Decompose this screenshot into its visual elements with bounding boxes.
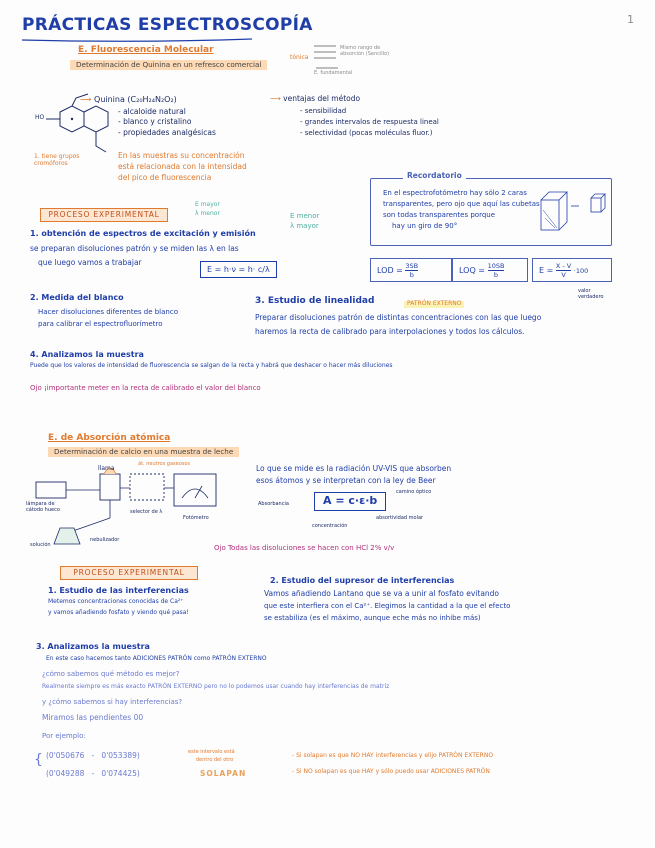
recordatorio-line-2: transparentes, pero ojo que aquí las cubetas: [383, 200, 540, 208]
fluor-step2-title: 2. Medida del blanco: [30, 293, 124, 302]
abs-section-title: E. de Absorción atómica: [48, 433, 171, 443]
ho-label: HO: [35, 114, 45, 121]
concentration-note-1: En las muestras su concentración: [118, 151, 245, 160]
e-mayor-note-2: λ menor: [195, 210, 220, 217]
example-row-2: (0'049288 - 0'074425): [46, 769, 140, 778]
gaseosos-label: át. neutros gaseosos: [138, 461, 191, 467]
patron-externo-tag: PATRÓN EXTERNO: [404, 301, 464, 308]
levels-legend-note: Mismo rango de absorción (Sencillo): [340, 45, 390, 57]
recordatorio-line-3: son todas transparentes porque: [383, 211, 496, 219]
fluor-step2-line-2: para calibrar el espectrofluorímetro: [38, 320, 163, 328]
recordatorio-title: Recordatorio: [403, 172, 466, 181]
e-mayor-note-1: E mayor: [195, 201, 220, 208]
abs-step1-line-1: Metemos concentraciones conocidas de Ca²⁺: [48, 598, 184, 605]
recordatorio-line-1: En el espectrofotómetro hay sólo 2 caras: [383, 189, 527, 197]
abs-bullet-1: - Si solapan es que NO HAY interferencias y elijo PATRÓN EXTERNO: [292, 752, 494, 759]
interval-note-1: este intervalo está: [188, 749, 235, 755]
solucion-label: solución: [30, 542, 51, 548]
e-menor-note-1: E menor: [290, 212, 320, 220]
abs-step3-line-6: Por ejemplo:: [42, 732, 86, 740]
quinina-prop-1: - alcaloide natural: [118, 107, 186, 116]
fluor-step1-line-2: que luego vamos a trabajar: [38, 258, 142, 267]
camino-optico-label: camino óptico: [396, 489, 432, 495]
abs-step3-line-1: En este caso hacemos tanto ADICIONES PATRÓN como PATRÓN EXTERNO: [46, 655, 267, 662]
absorbancia-label: Absorbancia: [258, 501, 289, 507]
llama-label: llama: [98, 465, 115, 472]
ventaja-2: - grandes intervalos de respuesta lineal: [300, 118, 439, 126]
abs-step3-title: 3. Analizamos la muestra: [36, 642, 150, 651]
ojo-note: Ojo ¡importante meter en la recta de calibrado el valor del blanco: [30, 384, 261, 392]
fluor-subtitle: Determinación de Quinina en un refresco comercial: [70, 60, 267, 70]
ventaja-3: - selectividad (pocas moléculas fluor.): [300, 129, 433, 137]
recordatorio-line-4: hay un giro de 90°: [392, 222, 458, 230]
solapan-label: SOLAPAN: [200, 769, 247, 778]
levels-fundamental: E. fundamental: [314, 70, 353, 76]
fluor-step1-title: 1. obtención de espectros de excitación y emisión: [30, 229, 256, 238]
concentracion-label: concentración: [312, 523, 348, 529]
fluor-step3-title: 3. Estudio de linealidad: [255, 296, 375, 306]
ventajas-title: ⟶ ventajas del método: [270, 94, 361, 103]
abs-step1-title: 1. Estudio de las interferencias: [48, 586, 189, 595]
fluor-step2-line-1: Hacer disoluciones diferentes de blanco: [38, 308, 178, 316]
abs-step2-line-3: se estabiliza (es el máximo, aunque eche más no inhibe más): [264, 614, 481, 622]
quinina-label: ⟶ Quinina (C₂₀H₂₄N₂O₂): [80, 95, 177, 104]
beer-law-formula: A = c·ε·b: [314, 492, 386, 511]
abs-proceso-label: PROCESO EXPERIMENTAL: [60, 566, 198, 580]
quinine-structure-drawing: [40, 102, 110, 154]
lampara-label: lámpara de cátodo hueco: [26, 501, 60, 513]
abs-step2-line-2: que este interfiera con el Ca²⁺. Elegimos la cantidad a la que el efecto: [264, 602, 511, 610]
example-brace: {: [34, 752, 43, 768]
tonica-note: tónica: [290, 54, 309, 61]
abs-step2-line-1: Vamos añadiendo Lantano que se va a unir al fosfato evitando: [264, 589, 500, 598]
e-menor-note-2: λ mayor: [290, 222, 319, 230]
abs-step3-line-3: Realmente siempre es más exacto PATRÓN EXTERNO pero no lo podemos usar cuando hay interferencias de matriz: [42, 683, 390, 690]
abs-bullet-2: - Si NO solapan es que HAY y sólo puedo usar ADICIONES PATRÓN: [292, 768, 490, 775]
page-number: 1: [627, 13, 634, 26]
valor-verdadero-note: valor verdadero: [578, 288, 604, 300]
abs-measure-line-2: esos átomos y se interpretan con la ley de Beer: [256, 476, 436, 485]
fluor-step3-line-2: haremos la recta de calibrado para interpolaciones y todos los cálculos.: [255, 327, 525, 336]
quinina-prop-2: - blanco y cristalino: [118, 117, 192, 126]
energy-levels-sketch: [312, 42, 342, 70]
cuvette-drawing: [535, 188, 605, 238]
concentration-note-3: del pico de fluorescencia: [118, 173, 212, 182]
quinina-prop-3: - propiedades analgésicas: [118, 128, 216, 137]
hcl-note: Ojo Todas las disoluciones se hacen con HCl 2% v/v: [214, 544, 395, 552]
ventaja-1: - sensibilidad: [300, 107, 347, 115]
fluor-step1-line-1: se preparan disoluciones patrón y se miden las λ en las: [30, 244, 239, 253]
abs-subtitle: Determinación de calcio en una muestra de leche: [48, 447, 239, 457]
abs-measure-line-1: Lo que se mide es la radiación UV-VIS que absorben: [256, 464, 452, 473]
loq-formula: LOQ = $\frac{10SB}{b}$: [452, 258, 528, 282]
concentration-note-2: está relacionada con la intensidad: [118, 162, 247, 171]
absortividad-label: absortividad molar: [376, 515, 424, 521]
title-underline: [22, 37, 252, 43]
selector-label: selector de λ: [130, 509, 163, 515]
interval-note-2: dentro del otro: [196, 757, 234, 763]
aromatic-note: 1. tiene grupos cromóforos: [34, 153, 80, 167]
lod-formula: LOD = $\frac{3SB}{b}$: [370, 258, 452, 282]
error-formula: E = $\frac{X - V}{V}$ ·100: [532, 258, 612, 282]
energy-formula: E = h·ν = h· c/λ: [200, 261, 277, 278]
abs-step3-line-2: ¿cómo sabemos qué método es mejor?: [42, 670, 180, 678]
abs-step2-title: 2. Estudio del supresor de interferencias: [270, 576, 455, 585]
fluor-step4-title: 4. Analizamos la muestra: [30, 350, 144, 359]
page-title: PRÁCTICAS ESPECTROSCOPÍA: [22, 15, 313, 35]
abs-step3-line-5: Miramos las pendientes 00: [42, 713, 144, 722]
fluor-step4-text: Puede que los valores de intensidad de fluorescencia se salgan de la recta y habrá que deshacer o hacer más diluciones: [30, 362, 393, 369]
fluor-proceso-label: PROCESO EXPERIMENTAL: [40, 208, 168, 222]
abs-step1-line-2: y vamos añadiendo fosfato y viendo qué pasa!: [48, 609, 189, 616]
abs-step3-line-4: y ¿cómo sabemos si hay interferencias?: [42, 698, 183, 706]
fotometro-label: Fotómetro: [183, 515, 209, 521]
fluor-step3-line-1: Preparar disoluciones patrón de distintas concentraciones con las que luego: [255, 313, 542, 322]
nebulizador-label: nebulizador: [90, 537, 120, 543]
fluor-section-title: E. Fluorescencia Molecular: [78, 45, 214, 55]
example-row-1: (0'050676 - 0'053389): [46, 751, 140, 760]
